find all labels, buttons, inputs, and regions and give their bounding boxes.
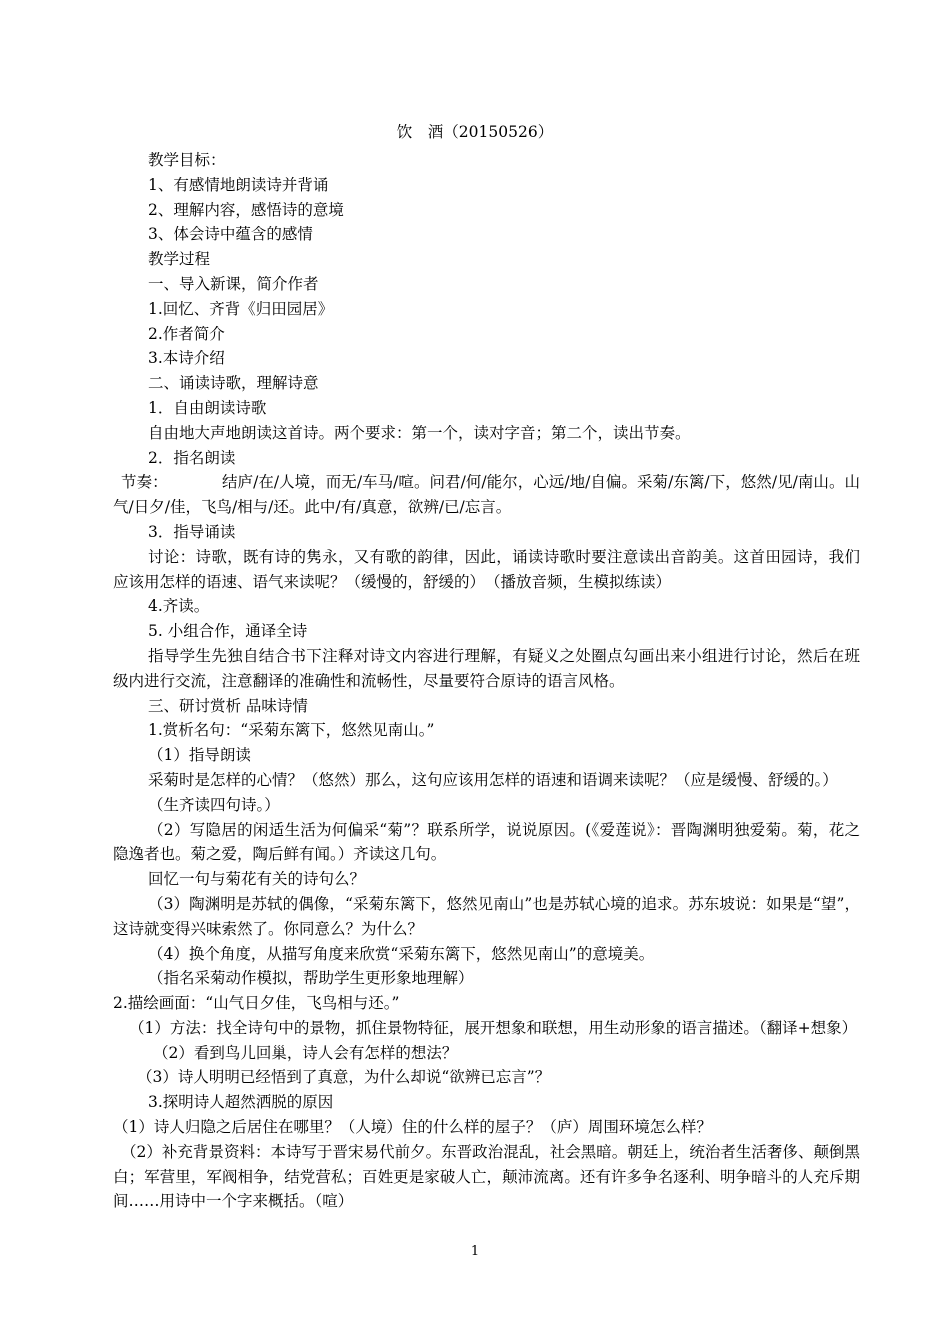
paragraph: （2）看到鸟儿回巢，诗人会有怎样的想法？ [153,1043,458,1062]
paragraph: （3）诗人明明已经悟到了真意，为什么却说“欲辨已忘言”？ [137,1068,551,1087]
paragraph: （指名采菊动作模拟，帮助学生更形象地理解） [148,969,474,988]
section-heading-process: 教学过程 [148,250,211,269]
paragraph: 讨论：诗歌，既有诗的隽永，又有歌的韵律，因此，诵读诗歌时要注意读出音韵美。这首田园诗，我们应该用怎样的语速、语气来读呢？（缓慢的，舒缓的） （播放音频，生模拟练读） [113,547,860,591]
paragraph: （3）陶渊明是苏轼的偶像，“采菊东篱下，悠然见南山”也是苏轼心境的追求。苏东坡说：如果是“望”，这诗就变得兴味索然了。你同意么？为什么？ [113,894,860,938]
paragraph: 回忆一句与菊花有关的诗句么？ [148,870,366,889]
paragraph: 3.本诗介绍 [148,349,225,368]
section-heading: 三、研讨赏析 品味诗情 [148,696,308,715]
page-number: 1 [470,1244,480,1259]
paragraph: （4）换个角度，从描写角度来欣赏“采菊东篱下，悠然见南山”的意境美。 [148,944,655,963]
paragraph: （1）方法：找全诗句中的景物，抓住景物特征，展开想象和联想，用生动形象的语言描述。（翻译+想象） [129,1018,858,1037]
poem-rhythm-paragraph: 节奏： 结庐/在/人境，而无/车马/喧。问君/何/能尔，心远/地/自偏。采菊/东篱/下，悠然/见/南山。山气/日夕/佳，飞鸟/相与/还。此中/有/真意，欲辨/已/忘言。 [113,473,860,517]
paragraph: 2.描绘画面：“山气日夕佳，飞鸟相与还。” [113,994,400,1013]
paragraph: 4.齐读。 [148,597,210,616]
paragraph: 2.作者简介 [148,324,225,343]
section-heading-goals: 教学目标： [148,151,226,169]
goal-item: 3、体会诗中蕴含的感情 [148,225,313,244]
goal-item: 2、理解内容，感悟诗的意境 [148,200,344,219]
paragraph: 指导学生先独自结合书下注释对诗文内容进行理解，有疑义之处圈点勾画出来小组进行讨论，然后在班级内进行交流，注意翻译的准确性和流畅性，尽量要符合原诗的语言风格。 [113,646,860,690]
paragraph: 3.探明诗人超然洒脱的原因 [148,1093,334,1112]
paragraph: （2）写隐居的闲适生活为何偏采“菊”？联系所学，说说原因。(《爱莲说》：晋陶渊明独爱菊。菊，花之隐逸者也。菊之爱，陶后鲜有闻。）齐读这几句。 [113,820,860,864]
paragraph: 自由地大声地朗读这首诗。两个要求：第一个，读对字音；第二个，读出节奏。 [148,423,691,442]
paragraph: 3．指导诵读 [148,522,236,541]
paragraph: 1.赏析名句：“采菊东篱下，悠然见南山。” [148,721,435,740]
paragraph: 采菊时是怎样的心情？（悠然）那么，这句应该用怎样的语速和语调来读呢？（应是缓慢、舒缓的。） [148,770,838,789]
paragraph: （生齐读四句诗。） [148,795,280,814]
document-title: 饮 酒（20150526） [396,123,554,141]
paragraph: 2．指名朗读 [148,448,236,467]
goal-item: 1、有感情地朗读诗并背诵 [148,175,329,194]
paragraph: （1）指导朗读 [148,746,251,765]
paragraph: （1）诗人归隐之后居住在哪里？（人境）住的什么样的屋子？（庐）周围环境怎么样？ [113,1118,712,1137]
section-heading: 二、诵读诗歌，理解诗意 [148,374,319,393]
paragraph: 1.回忆、齐背《归田园居》 [148,299,334,318]
section-heading: 一、导入新课，简介作者 [148,274,319,293]
paragraph: 1．自由朗读诗歌 [148,398,267,417]
paragraph: 5. 小组合作，通译全诗 [148,622,308,641]
paragraph: （2）补充背景资料：本诗写于晋宋易代前夕。东晋政治混乱，社会黑暗。朝廷上，统治者生活奢侈、颠倒黑白；军营里，军阀相争，结党营私；百姓更是家破人亡，颠沛流离。还有许多争名逐利、明争暗斗的人充斥期间……用诗中一个字来概括。（喧） [113,1142,860,1211]
document-body [113,148,860,1214]
